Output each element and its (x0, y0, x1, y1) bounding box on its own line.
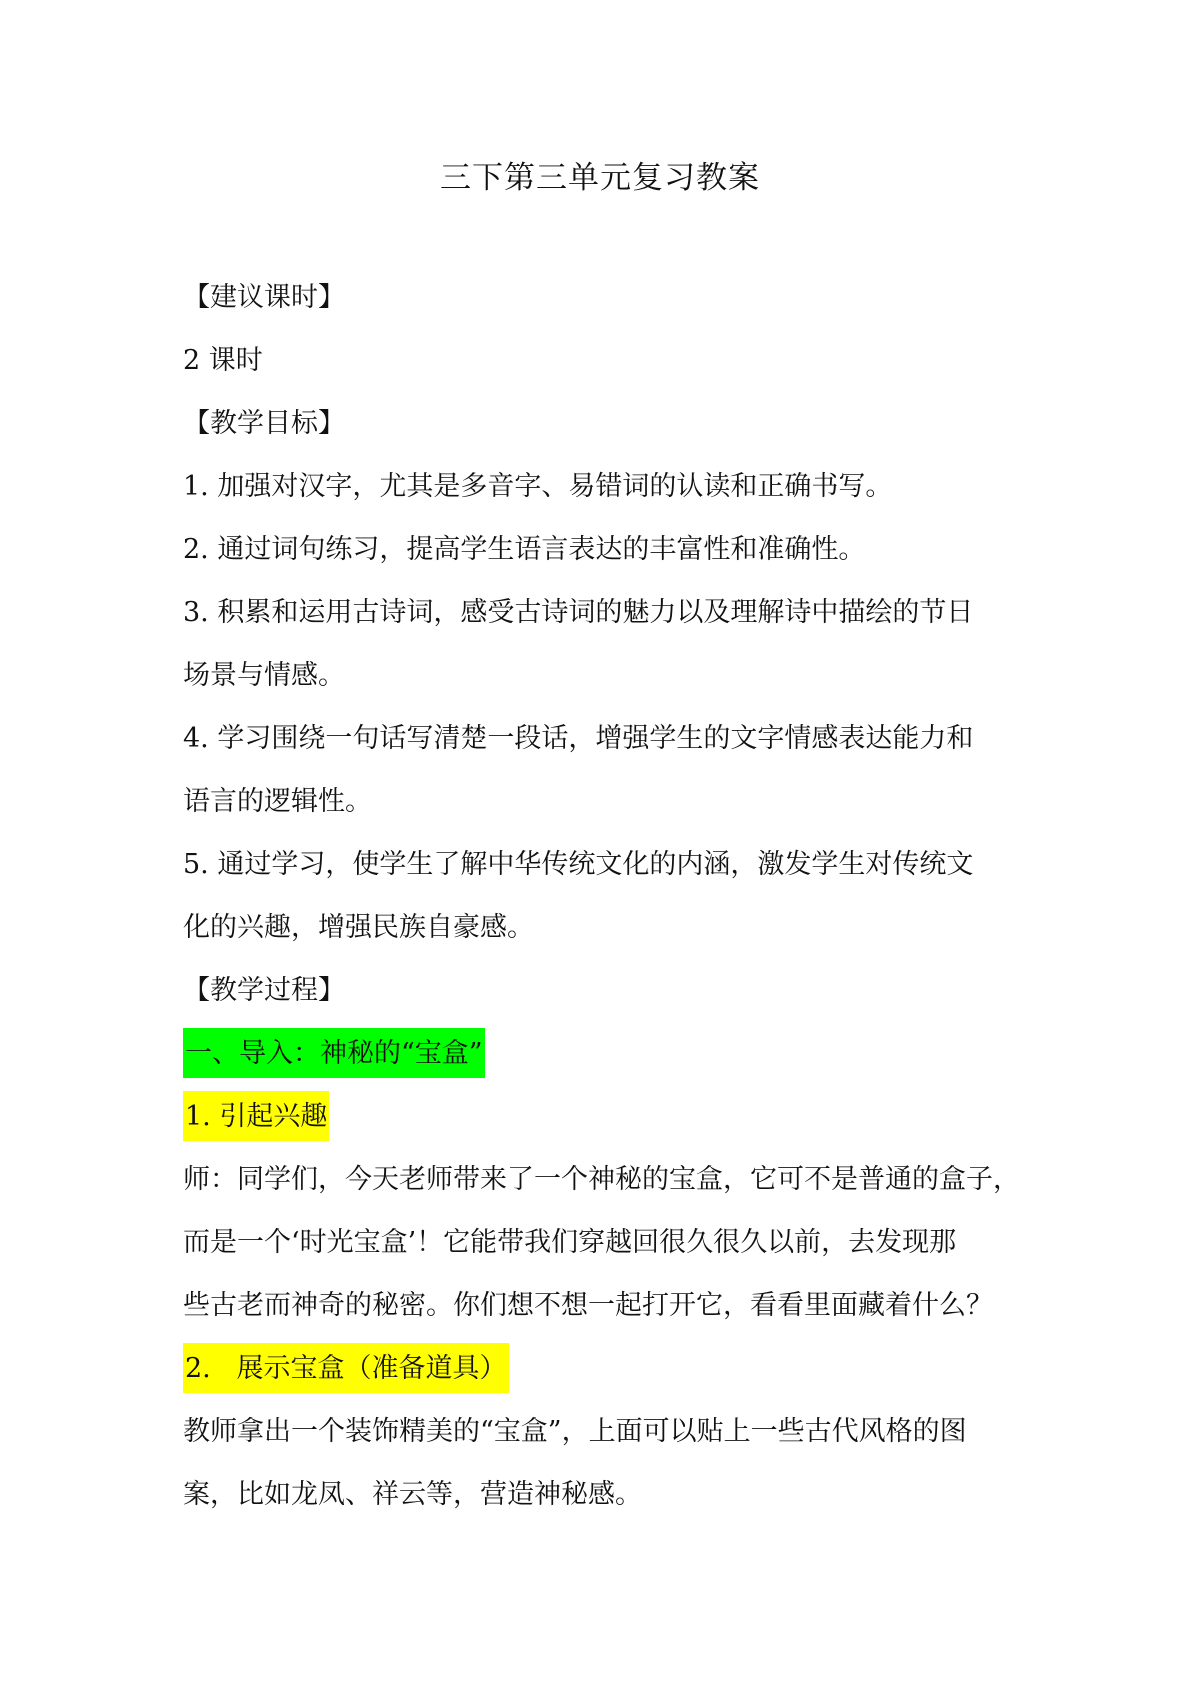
teacher-speech-line-3: 些古老而神奇的秘密。你们想不想一起打开它，看看里面藏着什么？ (183, 1290, 993, 1321)
process-step-heading (183, 1034, 1043, 1097)
section-heading-suggested-hours: 【建议课时】 (183, 282, 345, 313)
substep-heading-2-text: 2. 展示宝盒（准备道具） (183, 1343, 509, 1393)
goal-item-3-continued: 场景与情感。 (183, 660, 345, 691)
teacher-speech-line-1: 师：同学们，今天老师带来了一个神秘的宝盒，它可不是普通的盒子， (183, 1164, 1020, 1195)
process-step-heading-text: 一、导入：神秘的“宝盒” (183, 1028, 485, 1078)
section-heading-teaching-goals: 【教学目标】 (183, 408, 345, 439)
teacher-speech-line-2: 而是一个‘时光宝盒’！它能带我们穿越回很久很久以前，去发现那 (183, 1227, 957, 1258)
document-title: 三下第三单元复习教案 (440, 160, 760, 196)
description-line-1: 教师拿出一个装饰精美的“宝盒”，上面可以贴上一些古代风格的图 (183, 1416, 967, 1447)
substep-heading-1 (183, 1097, 1043, 1160)
goal-item-2: 2. 通过词句练习，提高学生语言表达的丰富性和准确性。 (183, 534, 866, 565)
paragraph-hours: 2 课时 (183, 345, 263, 376)
substep-heading-2 (183, 1349, 1043, 1412)
section-heading-teaching-process: 【教学过程】 (183, 975, 345, 1006)
goal-item-5: 5. 通过学习，使学生了解中华传统文化的内涵，激发学生对传统文 (183, 849, 974, 880)
description-line-2: 案，比如龙凤、祥云等，营造神秘感。 (183, 1479, 642, 1510)
substep-heading-1-text: 1. 引起兴趣 (183, 1091, 329, 1141)
document-body (183, 278, 1043, 1538)
goal-item-1: 1. 加强对汉字，尤其是多音字、易错词的认读和正确书写。 (183, 471, 893, 502)
goal-item-4: 4. 学习围绕一句话写清楚一段话，增强学生的文字情感表达能力和 (183, 723, 974, 754)
goal-item-4-continued: 语言的逻辑性。 (183, 786, 372, 817)
goal-item-3: 3. 积累和运用古诗词，感受古诗词的魅力以及理解诗中描绘的节日 (183, 597, 974, 628)
goal-item-5-continued: 化的兴趣，增强民族自豪感。 (183, 912, 534, 943)
